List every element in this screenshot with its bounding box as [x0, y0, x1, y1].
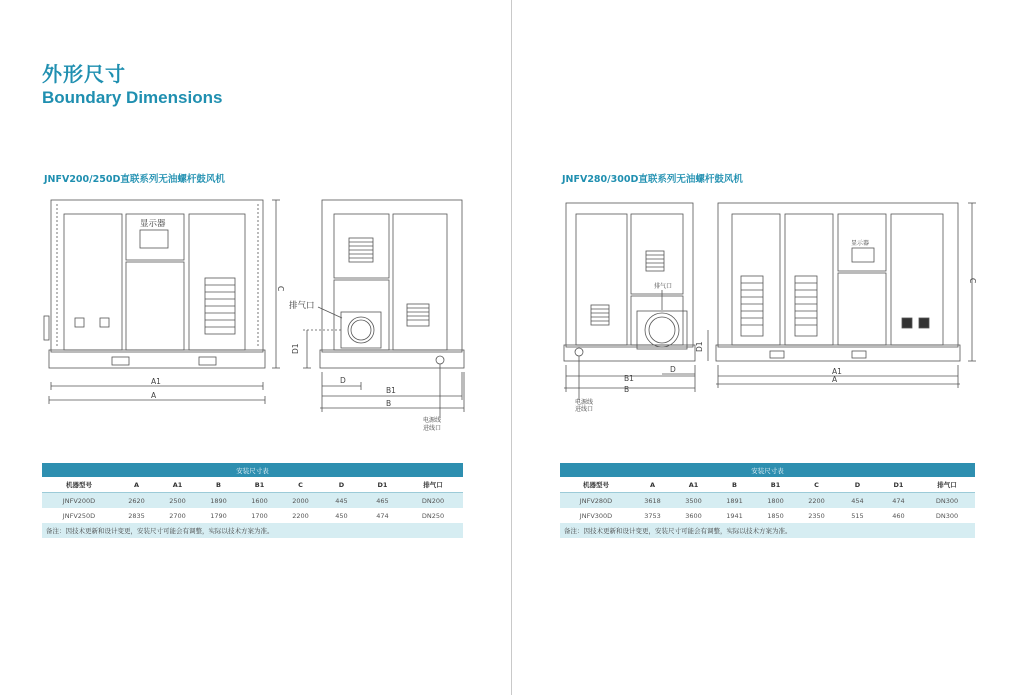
left-th-a1: A1	[157, 477, 198, 493]
left-side-view	[303, 200, 464, 418]
right-model-title: JNFV280/300D直联系列无油螺杆鼓风机	[562, 174, 743, 185]
right-dim-b1: B1	[624, 374, 634, 383]
left-dim-a: A	[151, 391, 157, 400]
table-cell: 2000	[280, 493, 321, 509]
table-cell: 454	[837, 493, 878, 509]
left-th-model: 机器型号	[42, 477, 116, 493]
left-th-b1: B1	[239, 477, 280, 493]
right-cable-label-2: 进线口	[575, 406, 594, 413]
table-cell: JNFV200D	[42, 493, 116, 509]
right-front-grill-1	[741, 276, 763, 336]
table-cell: 3618	[632, 493, 673, 509]
table-cell: 2835	[116, 508, 157, 523]
table-row	[42, 508, 463, 523]
table-cell: 3753	[632, 508, 673, 523]
table-row	[42, 493, 463, 509]
table-cell: 3600	[673, 508, 714, 523]
right-front-grill-2	[795, 276, 817, 336]
right-dim-d1: D1	[695, 341, 704, 352]
right-cable-label-1: 电源线	[575, 399, 594, 406]
right-table-note: 备注：因技术更新和设计变更，安装尺寸可能会有调整，实际以技术方案为准。	[560, 523, 975, 538]
left-th-d: D	[321, 477, 362, 493]
table-cell: 1890	[198, 493, 239, 509]
left-th-b: B	[198, 477, 239, 493]
left-th-a: A	[116, 477, 157, 493]
left-th-exhaust: 排气口	[403, 477, 463, 493]
right-dim-c: C	[968, 278, 977, 284]
right-th-d1: D1	[878, 477, 919, 493]
table-cell: 1600	[239, 493, 280, 509]
right-exhaust-flange	[637, 311, 687, 349]
table-cell: 3500	[673, 493, 714, 509]
left-display-screen	[140, 230, 168, 248]
right-th-b: B	[714, 477, 755, 493]
table-row	[560, 493, 975, 509]
table-cell: DN300	[919, 493, 975, 509]
right-exhaust-label: 排气口	[654, 283, 673, 290]
right-th-d: D	[837, 477, 878, 493]
left-dim-c: C	[276, 286, 285, 292]
right-dim-b: B	[624, 385, 630, 394]
left-exhaust-label: 排气口	[289, 301, 315, 311]
table-cell: 1941	[714, 508, 755, 523]
right-display-label: 显示器	[851, 240, 870, 247]
left-cable-label-2: 进线口	[423, 425, 442, 432]
table-cell: 1700	[239, 508, 280, 523]
table-row	[560, 508, 975, 523]
table-cell: 445	[321, 493, 362, 509]
left-dim-b: B	[386, 399, 392, 408]
right-dim-a1: A1	[832, 367, 842, 376]
table-cell: 1891	[714, 493, 755, 509]
right-dim-a: A	[832, 375, 838, 384]
table-cell: 450	[321, 508, 362, 523]
table-cell: 515	[837, 508, 878, 523]
left-dim-b1: B1	[386, 386, 396, 395]
table-cell: 2200	[796, 493, 837, 509]
right-dim-d: D	[670, 365, 676, 374]
table-cell: 465	[362, 493, 403, 509]
right-th-model: 机器型号	[560, 477, 632, 493]
table-cell: 2500	[157, 493, 198, 509]
table-cell: JNFV300D	[560, 508, 632, 523]
right-cable-inlet	[575, 348, 583, 356]
left-exhaust-flange	[341, 312, 381, 348]
table-cell: 474	[362, 508, 403, 523]
right-th-a1: A1	[673, 477, 714, 493]
left-front-view	[44, 200, 280, 404]
left-dim-a1: A1	[151, 377, 161, 386]
table-cell: JNFV280D	[560, 493, 632, 509]
left-th-c: C	[280, 477, 321, 493]
table-cell: 460	[878, 508, 919, 523]
left-display-label: 显示器	[140, 219, 166, 229]
table-cell: DN200	[403, 493, 463, 509]
table-cell: DN250	[403, 508, 463, 523]
right-th-c: C	[796, 477, 837, 493]
table-cell: DN300	[919, 508, 975, 523]
table-cell: 2350	[796, 508, 837, 523]
left-cable-inlet	[436, 356, 444, 364]
page-title-cn: 外形尺寸	[42, 62, 126, 86]
table-cell: 2620	[116, 493, 157, 509]
table-cell: 474	[878, 493, 919, 509]
right-dimension-table	[560, 463, 975, 538]
table-cell: 1850	[755, 508, 796, 523]
right-table-caption: 安装尺寸表	[560, 463, 975, 477]
left-dim-d1: D1	[291, 343, 300, 354]
left-th-d1: D1	[362, 477, 403, 493]
table-cell: JNFV250D	[42, 508, 116, 523]
left-table-caption: 安装尺寸表	[42, 463, 463, 477]
table-cell: 2700	[157, 508, 198, 523]
table-cell: 2200	[280, 508, 321, 523]
right-th-a: A	[632, 477, 673, 493]
table-cell: 1800	[755, 493, 796, 509]
right-display-screen	[852, 248, 874, 262]
left-cable-label-1: 电源线	[423, 417, 442, 424]
table-cell: 1790	[198, 508, 239, 523]
left-dimension-table	[42, 463, 463, 538]
right-th-b1: B1	[755, 477, 796, 493]
page-title-en: Boundary Dimensions	[42, 88, 223, 107]
right-side-view	[564, 203, 708, 400]
left-dim-d: D	[340, 376, 346, 385]
right-th-exhaust: 排气口	[919, 477, 975, 493]
right-front-view	[716, 203, 976, 388]
left-front-grill	[205, 278, 235, 334]
left-table-note: 备注：因技术更新和设计变更，安装尺寸可能会有调整，实际以技术方案为准。	[42, 523, 463, 538]
left-model-title: JNFV200/250D直联系列无油螺杆鼓风机	[44, 174, 225, 185]
